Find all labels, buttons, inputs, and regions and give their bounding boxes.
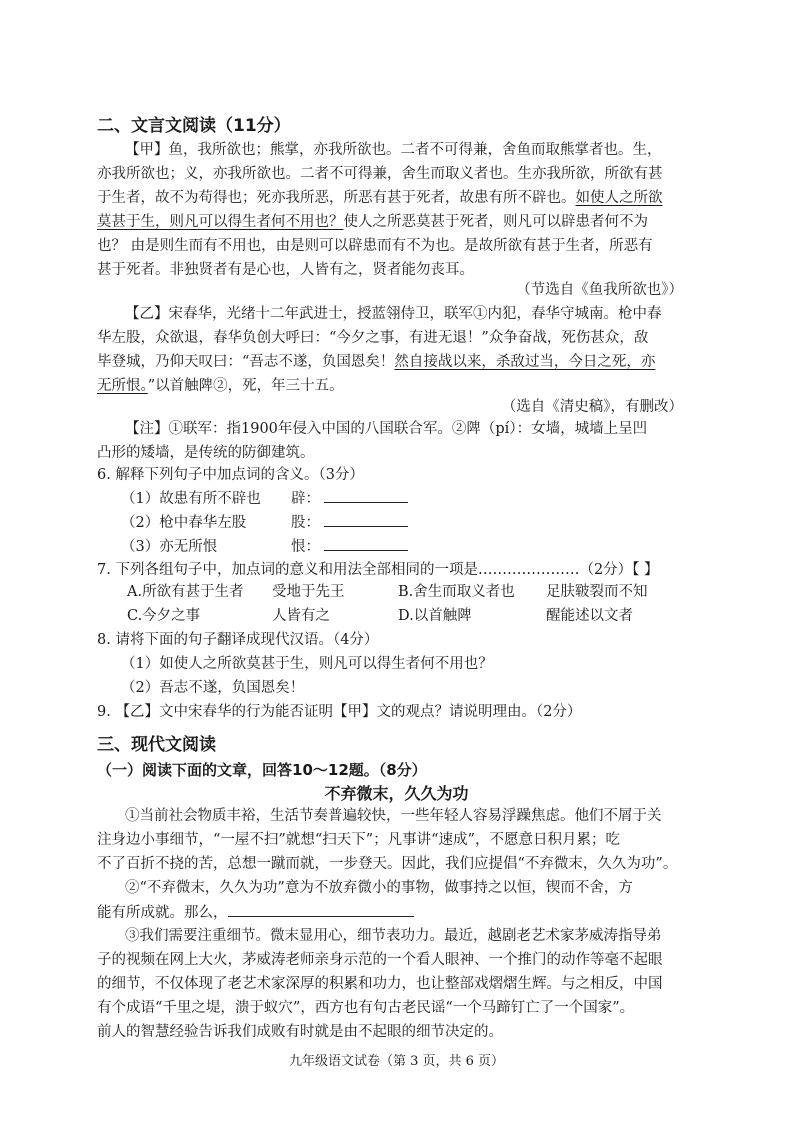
- option-a-first[interactable]: A.所欲有甚于生者: [127, 584, 244, 600]
- underlined-sentence: 莫甚于生，则凡可以得生者何不用也？: [97, 214, 344, 230]
- passage-jia-line: [97, 188, 663, 208]
- item-sentence: （2）枪中春华左股: [121, 515, 247, 531]
- passage-yi-line: [97, 352, 655, 372]
- question-8-sentence: （1）如使人之所欲莫甚于生，则凡可以得生者何不用也？: [121, 656, 493, 672]
- passage-jia-line: [97, 212, 648, 232]
- article-line: ③我们需要注重细节。微末显用心，细节表功力。最近，越剧老艺术家茅威涛指导弟: [125, 928, 662, 944]
- option-a-second: 受地于先王: [272, 584, 345, 600]
- question-6-item: [121, 512, 408, 533]
- option-c-second: 人皆有之: [272, 608, 330, 624]
- question-7-stem: 7. 下列各组句子中，加点词的意义和用法全部相同的一项是…………………（2分）【 】: [97, 562, 659, 578]
- passage-jia-line: 也？ 由是则生而有不用也，由是则可以辟患而有不为也。是故所欲有甚于生者，所恶有: [97, 238, 653, 254]
- note-line: 凸形的矮墙，是传统的防御建筑。: [97, 445, 315, 461]
- passage-jia-line: 【甲】鱼，我所欲也；熊掌，亦我所欲也。二者不可得兼，舍鱼而取熊掌者也。生，: [125, 142, 662, 158]
- underlined-sentence: 然自接战以来，杀敌过当，今日之死，亦: [394, 354, 656, 370]
- article-line: 有个成语“千里之堤，溃于蚁穴”，西方也有句古老民谣“一个马蹄钉亡了一个国家”。: [97, 1000, 635, 1016]
- option-b-second: 足肤皲裂而不知: [546, 584, 648, 600]
- question-6-stem: 6. 解释下列句子中加点词的含义。（3分）: [97, 467, 364, 483]
- article-line: ①当前社会物质丰裕，生活节奏普遍较快，一些年轻人容易浮躁焦虑。他们不屑于关: [125, 808, 662, 824]
- article-line: 的细节，不仅体现了老艺术家深厚的积累和功力，也让整部戏熠熠生辉。与之相反，中国: [97, 976, 663, 992]
- passage-yi-line: 华左股，众欲退，春华负创大呼曰：“今夕之事，有进无退！”众争奋战，死伤甚众，敌: [97, 330, 649, 346]
- question-8-stem: 8. 请将下面的句子翻译成现代汉语。（4分）: [97, 632, 379, 648]
- article-line: 不了百折不挠的苦，总想一蹴而就，一步登天。因此，我们应提倡“不弃微末，久久为功”。: [97, 856, 678, 872]
- section-heading-modern: 三、现代文阅读: [97, 735, 216, 755]
- section-heading-classical: 二、文言文阅读（11分）: [97, 116, 291, 136]
- answer-blank[interactable]: [324, 488, 408, 503]
- answer-blank[interactable]: [228, 902, 414, 917]
- subsection-heading: （一）阅读下面的文章，回答10～12题。（8分）: [97, 761, 427, 779]
- question-9-stem: 9. 【乙】文中宋春华的行为能否证明【甲】文的观点？请说明理由。（2分）: [97, 704, 582, 720]
- article-line: ②“不弃微末，久久为功”意为不放弃微小的事物，做事持之以恒，锲而不舍，方: [125, 880, 633, 896]
- passage-jia-source: （节选自《鱼我所欲也》）: [516, 282, 683, 298]
- article-line: 注身边小事细节，“一屋不扫”就想“扫天下”；凡事讲“速成”，不愿意日积月累；吃: [97, 832, 620, 848]
- page-footer: 九年级语文试卷（第 3 页，共 6 页）: [288, 1054, 505, 1069]
- article-line: [97, 902, 414, 923]
- option-d-second: 醒能述以文者: [546, 608, 633, 624]
- note-line: 【注】①联军：指1900年侵入中国的八国联合军。②陴（pí）：女墙，城墙上呈凹: [125, 421, 648, 437]
- question-8-sentence: （2）吾志不遂，负国恩矣！: [121, 680, 305, 696]
- item-sentence: （1）故患有所不辟也: [121, 491, 261, 507]
- item-label: 辟：: [291, 491, 320, 507]
- article-title: 不弃微末，久久为功: [324, 784, 469, 803]
- answer-blank[interactable]: [324, 536, 408, 551]
- question-6-item: [121, 488, 408, 509]
- passage-yi-line: 【乙】宋春华，光绪十二年武进士，授蓝翎侍卫，联军①内犯，春华守城南。枪中春: [125, 306, 662, 322]
- underlined-sentence: 无所恨。: [97, 378, 148, 394]
- article-line: 前人的智慧经验告诉我们成败有时就是由不起眼的细节决定的。: [97, 1024, 503, 1040]
- underlined-sentence: 如使人之所欲: [575, 190, 663, 206]
- article-text: 能有所成就。那么，: [97, 905, 228, 921]
- passage-jia-line: 甚于死者。非独贤者有是心也，人皆有之，贤者能勿丧耳。: [97, 262, 474, 278]
- passage-text: ”以首触陴②，死，年三十五。: [147, 378, 344, 394]
- option-c-first[interactable]: C.今夕之事: [127, 608, 201, 624]
- answer-blank[interactable]: [324, 512, 408, 527]
- item-sentence: （3）亦无所恨: [121, 539, 218, 555]
- item-label: 恨：: [291, 539, 320, 555]
- item-label: 股：: [291, 515, 320, 531]
- question-6-item: [121, 536, 408, 557]
- passage-yi-source: （选自《清史稿》，有删改）: [501, 399, 683, 415]
- passage-yi-line: [97, 376, 344, 396]
- passage-text: 于生者，故不为苟得也；死亦我所恶，所恶有甚于死者，故患有所不辟也。: [97, 190, 576, 206]
- passage-text: 毕登城，乃仰天叹曰：“吾志不遂，负国恩矣！: [97, 354, 395, 370]
- passage-jia-line: 亦我所欲也；义，亦我所欲也。二者不可得兼，舍生而取义者也。生亦我所欲，所欲有甚: [97, 166, 663, 182]
- option-b-first[interactable]: B.舍生而取义者也: [398, 584, 515, 600]
- passage-text: 使人之所恶莫甚于死者，则凡可以辟患者何不为: [343, 214, 648, 230]
- option-d-first[interactable]: D.以首触陴: [398, 608, 472, 624]
- article-line: 子的视频在网上大火，茅威涛老师亲身示范的一个看人眼神、一个推门的动作等毫不起眼: [97, 952, 663, 968]
